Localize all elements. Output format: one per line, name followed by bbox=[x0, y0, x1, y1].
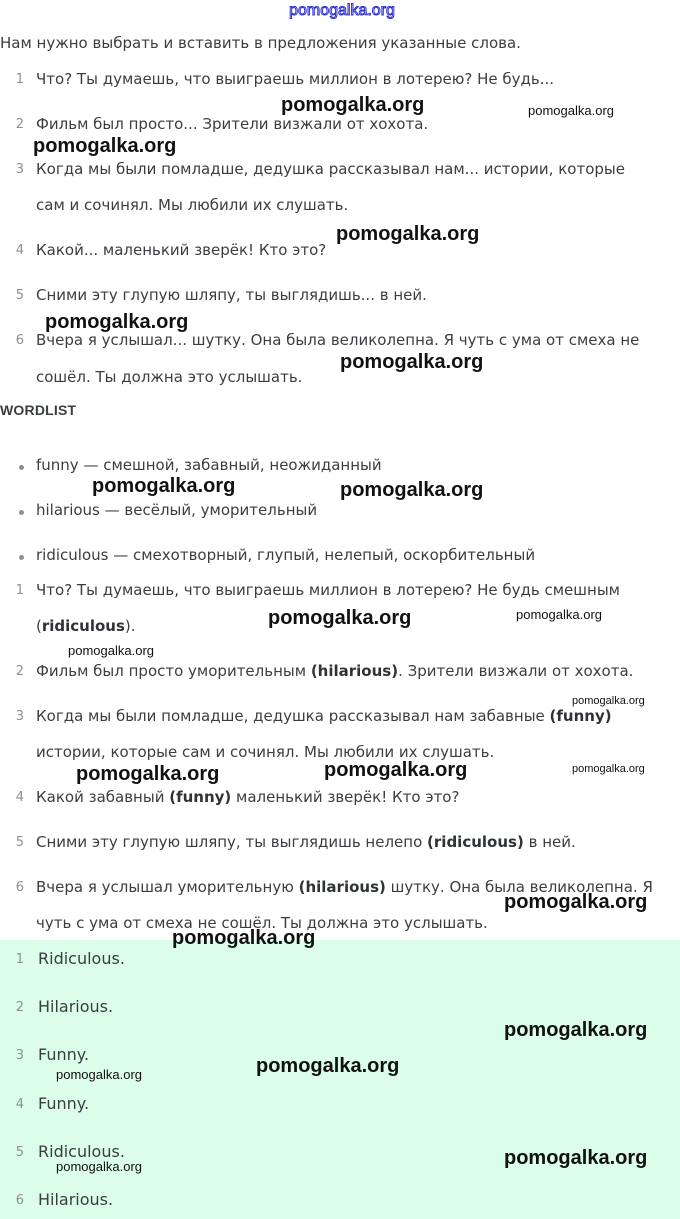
solution-sentence: Фильм был просто уморительным (hilarious). Зрители визжали от хохота. bbox=[36, 662, 634, 680]
task-sentence: Что? Ты думаешь, что выиграешь миллион в лотерею? Не будь... bbox=[36, 70, 555, 88]
answer-keyword: (funny) bbox=[169, 788, 232, 806]
watermark: pomogalka.org bbox=[56, 1067, 142, 1082]
solution-number: 3 bbox=[15, 709, 24, 724]
watermark: pomogalka.org bbox=[56, 1159, 142, 1174]
answer-keyword: (funny) bbox=[549, 707, 612, 725]
solution-sentence: Сними эту глупую шляпу, ты выглядишь нелепо (ridiculous) в ней. bbox=[36, 833, 576, 851]
task-sentence: Сними эту глупую шляпу, ты выглядишь... в ней. bbox=[36, 286, 427, 304]
watermark: pomogalka.org bbox=[340, 479, 484, 501]
task-number: 2 bbox=[15, 117, 24, 132]
solution-number: 2 bbox=[15, 664, 24, 679]
solution-sentence: Вчера я услышал уморительную (hilarious) шутку. Она была великолепна. Я bbox=[36, 878, 653, 896]
watermark: pomogalka.org bbox=[68, 643, 154, 658]
watermark: pomogalka.org bbox=[572, 763, 645, 775]
solution-number: 1 bbox=[15, 583, 24, 598]
watermark: pomogalka.org bbox=[504, 891, 648, 913]
watermark: pomogalka.org bbox=[76, 763, 220, 785]
task-sentence: Когда мы были помладше, дедушка рассказывал нам... истории, которые bbox=[36, 160, 625, 178]
task-sentence-continued: сам и сочинял. Мы любили их слушать. bbox=[36, 196, 349, 214]
wordlist-item: funny — смешной, забавный, неожиданный bbox=[36, 456, 382, 474]
bullet-icon bbox=[19, 555, 24, 560]
answer-number: 2 bbox=[15, 1000, 24, 1015]
bullet-icon bbox=[19, 510, 24, 515]
solution-number: 5 bbox=[15, 835, 24, 850]
wordlist-heading: WORDLIST bbox=[0, 402, 77, 418]
watermark: pomogalka.org bbox=[281, 94, 425, 116]
wordlist-item: ridiculous — смехотворный, глупый, нелепый, оскорбительный bbox=[36, 546, 536, 564]
watermark: pomogalka.org bbox=[256, 1055, 400, 1077]
solution-sentence-continued: (ridiculous). bbox=[36, 617, 136, 635]
wordlist-item: hilarious — весёлый, уморительный bbox=[36, 501, 318, 519]
watermark: pomogalka.org bbox=[336, 223, 480, 245]
solution-sentence: Какой забавный (funny) маленький зверёк! Кто это? bbox=[36, 788, 460, 806]
watermark: pomogalka.org bbox=[528, 103, 614, 118]
task-instruction: Нам нужно выбрать и вставить в предложения указанные слова. bbox=[0, 34, 521, 52]
watermark: pomogalka.org bbox=[516, 607, 602, 622]
answer-keyword: (ridiculous) bbox=[427, 833, 524, 851]
answer-number: 4 bbox=[15, 1097, 24, 1112]
answer-item: Hilarious. bbox=[38, 1190, 114, 1209]
answer-number: 5 bbox=[15, 1145, 24, 1160]
solution-sentence: Когда мы были помладше, дедушка рассказывал нам забавные (funny) bbox=[36, 707, 612, 725]
watermark: pomogalka.org bbox=[324, 759, 468, 781]
task-number: 1 bbox=[15, 72, 24, 87]
bullet-icon bbox=[19, 465, 24, 470]
answer-number: 1 bbox=[15, 952, 24, 967]
watermark: pomogalka.org bbox=[268, 607, 412, 629]
answer-item: Hilarious. bbox=[38, 997, 114, 1016]
solution-sentence-continued: истории, которые сам и сочинял. Мы любили их слушать. bbox=[36, 743, 495, 761]
solution-sentence-continued: чуть с ума от смеха не сошёл. Ты должна это услышать. bbox=[36, 914, 488, 932]
watermark: pomogalka.org bbox=[572, 695, 645, 707]
answer-number: 6 bbox=[15, 1193, 24, 1208]
watermark: pomogalka.org bbox=[92, 475, 236, 497]
watermark: pomogalka.org bbox=[33, 135, 177, 157]
task-sentence: Вчера я услышал... шутку. Она была великолепна. Я чуть с ума от смеха не bbox=[36, 331, 640, 349]
solution-sentence: Что? Ты думаешь, что выиграешь миллион в лотерею? Не будь смешным bbox=[36, 581, 620, 599]
task-number: 5 bbox=[15, 288, 24, 303]
task-sentence: Какой... маленький зверёк! Кто это? bbox=[36, 241, 327, 259]
watermark: pomogalka.org bbox=[504, 1019, 648, 1041]
site-header-link[interactable]: pomogalka.org bbox=[289, 2, 395, 19]
solution-number: 6 bbox=[15, 880, 24, 895]
answer-keyword: (hilarious) bbox=[298, 878, 386, 896]
task-sentence-continued: сошёл. Ты должна это услышать. bbox=[36, 368, 303, 386]
answer-keyword: ridiculous bbox=[41, 617, 125, 635]
answer-number: 3 bbox=[15, 1048, 24, 1063]
answer-item: Ridiculous. bbox=[38, 949, 125, 968]
task-number: 6 bbox=[15, 333, 24, 348]
watermark: pomogalka.org bbox=[340, 351, 484, 373]
watermark: pomogalka.org bbox=[172, 927, 316, 949]
solution-number: 4 bbox=[15, 790, 24, 805]
watermark: pomogalka.org bbox=[504, 1147, 648, 1169]
task-number: 4 bbox=[15, 243, 24, 258]
answer-keyword: (hilarious) bbox=[310, 662, 399, 680]
watermark: pomogalka.org bbox=[45, 311, 189, 333]
answer-item: Ridiculous. bbox=[38, 1142, 125, 1161]
answer-item: Funny. bbox=[38, 1094, 90, 1113]
task-sentence: Фильм был просто... Зрители визжали от хохота. bbox=[36, 115, 429, 133]
answer-item: Funny. bbox=[38, 1045, 90, 1064]
task-number: 3 bbox=[15, 162, 24, 177]
